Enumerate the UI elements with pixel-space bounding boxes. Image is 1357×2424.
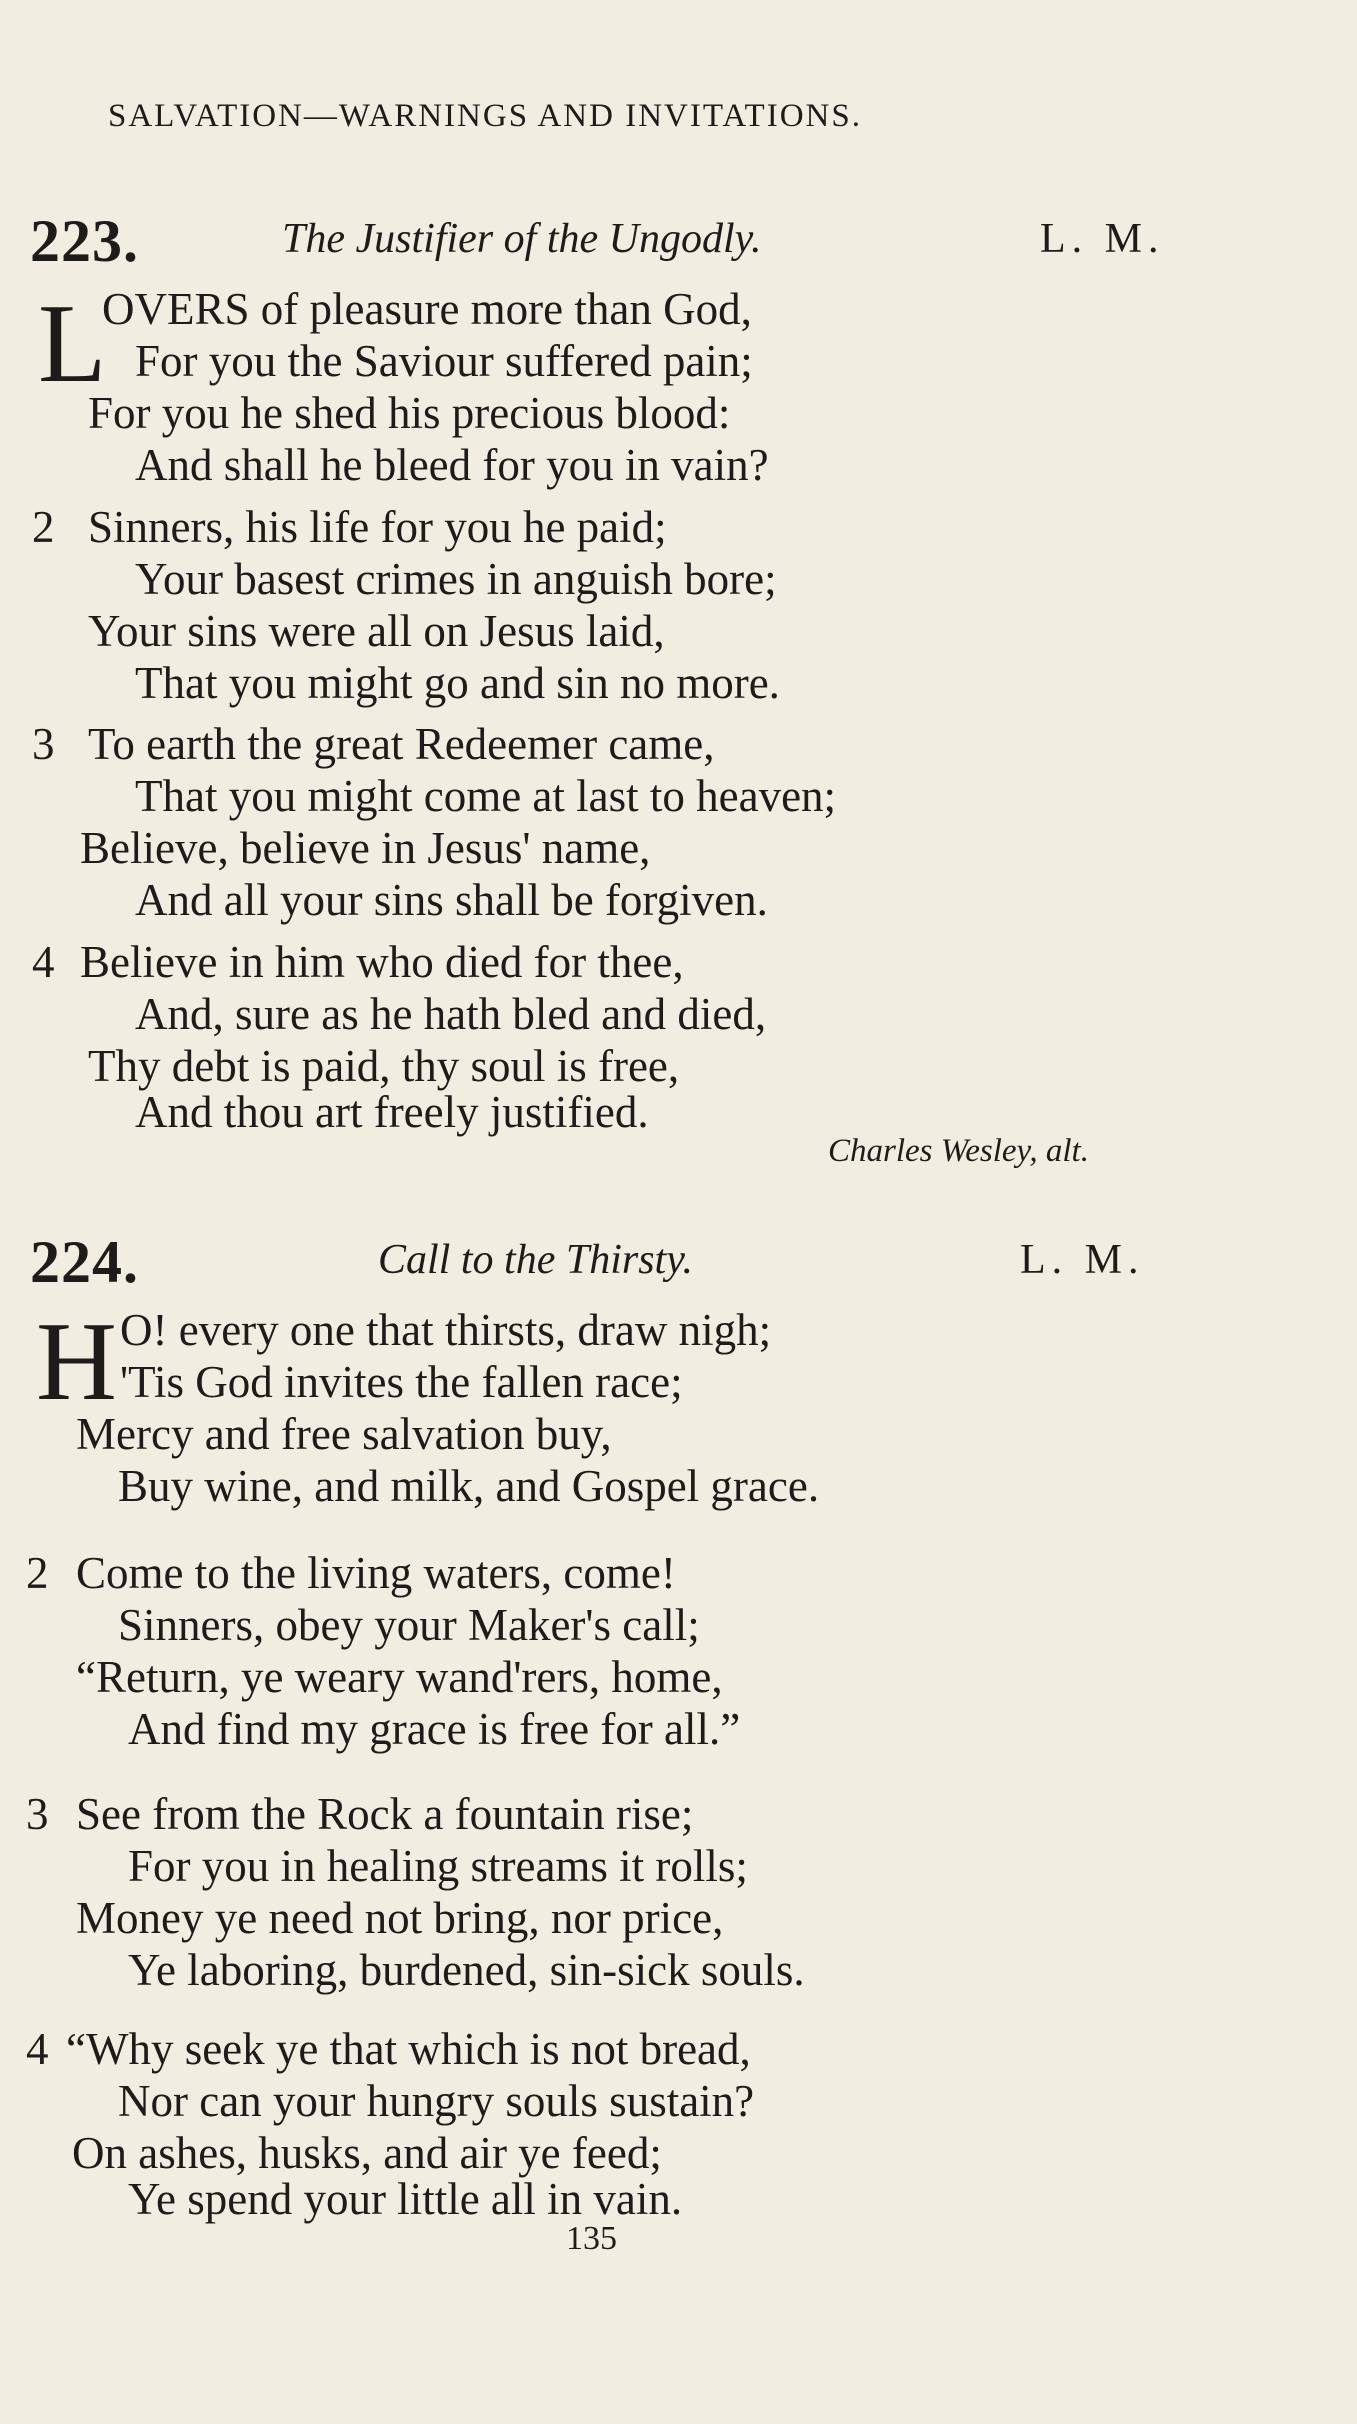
- verse-line: And shall he bleed for you in vain?: [135, 440, 769, 490]
- hymn-number: 223.: [30, 208, 139, 274]
- verse-line: Money ye need not bring, nor price,: [76, 1893, 724, 1943]
- verse-line: For you in healing streams it rolls;: [128, 1841, 748, 1891]
- verse-line: Your sins were all on Jesus laid,: [88, 606, 665, 656]
- verse-number: 4: [32, 937, 55, 987]
- verse-line: OVERS of pleasure more than God,: [102, 284, 752, 334]
- verse-line: Your basest crimes in anguish bore;: [135, 554, 777, 604]
- verse-line: See from the Rock a fountain rise;: [76, 1789, 694, 1839]
- hymn-meter: L. M.: [1040, 216, 1165, 262]
- drop-cap: L: [38, 282, 107, 406]
- attribution: Charles Wesley, alt.: [828, 1133, 1089, 1169]
- verse-number: 2: [26, 1548, 49, 1598]
- verse-line: “Return, ye weary wand'rers, home,: [76, 1652, 723, 1702]
- verse-line: That you might come at last to heaven;: [135, 771, 837, 821]
- page-number: 135: [566, 2220, 617, 2257]
- verse-line: Sinners, obey your Maker's call;: [118, 1600, 700, 1650]
- running-head: SALVATION—WARNINGS AND INVITATIONS.: [108, 98, 862, 134]
- verse-line: Ye laboring, burdened, sin-sick souls.: [128, 1945, 805, 1995]
- hymn-number: 224.: [30, 1229, 139, 1295]
- verse-line: On ashes, husks, and air ye feed;: [72, 2128, 662, 2178]
- hymn-meter: L. M.: [1020, 1237, 1145, 1283]
- verse-number: 3: [26, 1789, 49, 1839]
- verse-number: 4: [26, 2024, 49, 2074]
- verse-line: That you might go and sin no more.: [135, 658, 780, 708]
- verse-line: For you the Saviour suffered pain;: [135, 336, 753, 386]
- drop-cap: H: [36, 1300, 117, 1424]
- verse-line: Mercy and free salvation buy,: [76, 1409, 612, 1459]
- verse-line: Ye spend your little all in vain.: [128, 2174, 683, 2224]
- verse-line: And find my grace is free for all.”: [128, 1704, 741, 1754]
- verse-line: Believe in him who died for thee,: [80, 937, 684, 987]
- hymn-title: Call to the Thirsty.: [378, 1237, 694, 1283]
- verse-line: Buy wine, and milk, and Gospel grace.: [118, 1461, 820, 1511]
- verse-line: 'Tis God invites the fallen race;: [120, 1357, 683, 1407]
- verse-line: Nor can your hungry souls sustain?: [118, 2076, 755, 2126]
- verse-line: Sinners, his life for you he paid;: [88, 502, 667, 552]
- verse-line: To earth the great Redeemer came,: [88, 719, 715, 769]
- verse-line: “Why seek ye that which is not bread,: [66, 2024, 751, 2074]
- hymn-223-header: [0, 207, 1357, 274]
- verse-line: For you he shed his precious blood:: [88, 388, 731, 438]
- verse-line: Thy debt is paid, thy soul is free,: [88, 1041, 680, 1091]
- verse-line: Believe, believe in Jesus' name,: [80, 823, 651, 873]
- verse-line: And all your sins shall be forgiven.: [135, 875, 768, 925]
- hymn-title: The Justifier of the Ungodly.: [282, 216, 762, 262]
- verse-line: And, sure as he hath bled and died,: [135, 989, 767, 1039]
- verse-number: 2: [32, 502, 55, 552]
- verse-line: And thou art freely justified.: [135, 1087, 649, 1137]
- verse-line: O! every one that thirsts, draw nigh;: [120, 1305, 772, 1355]
- verse-line: Come to the living waters, come!: [76, 1548, 676, 1598]
- hymn-224-header: [0, 1228, 1357, 1295]
- verse-number: 3: [32, 719, 55, 769]
